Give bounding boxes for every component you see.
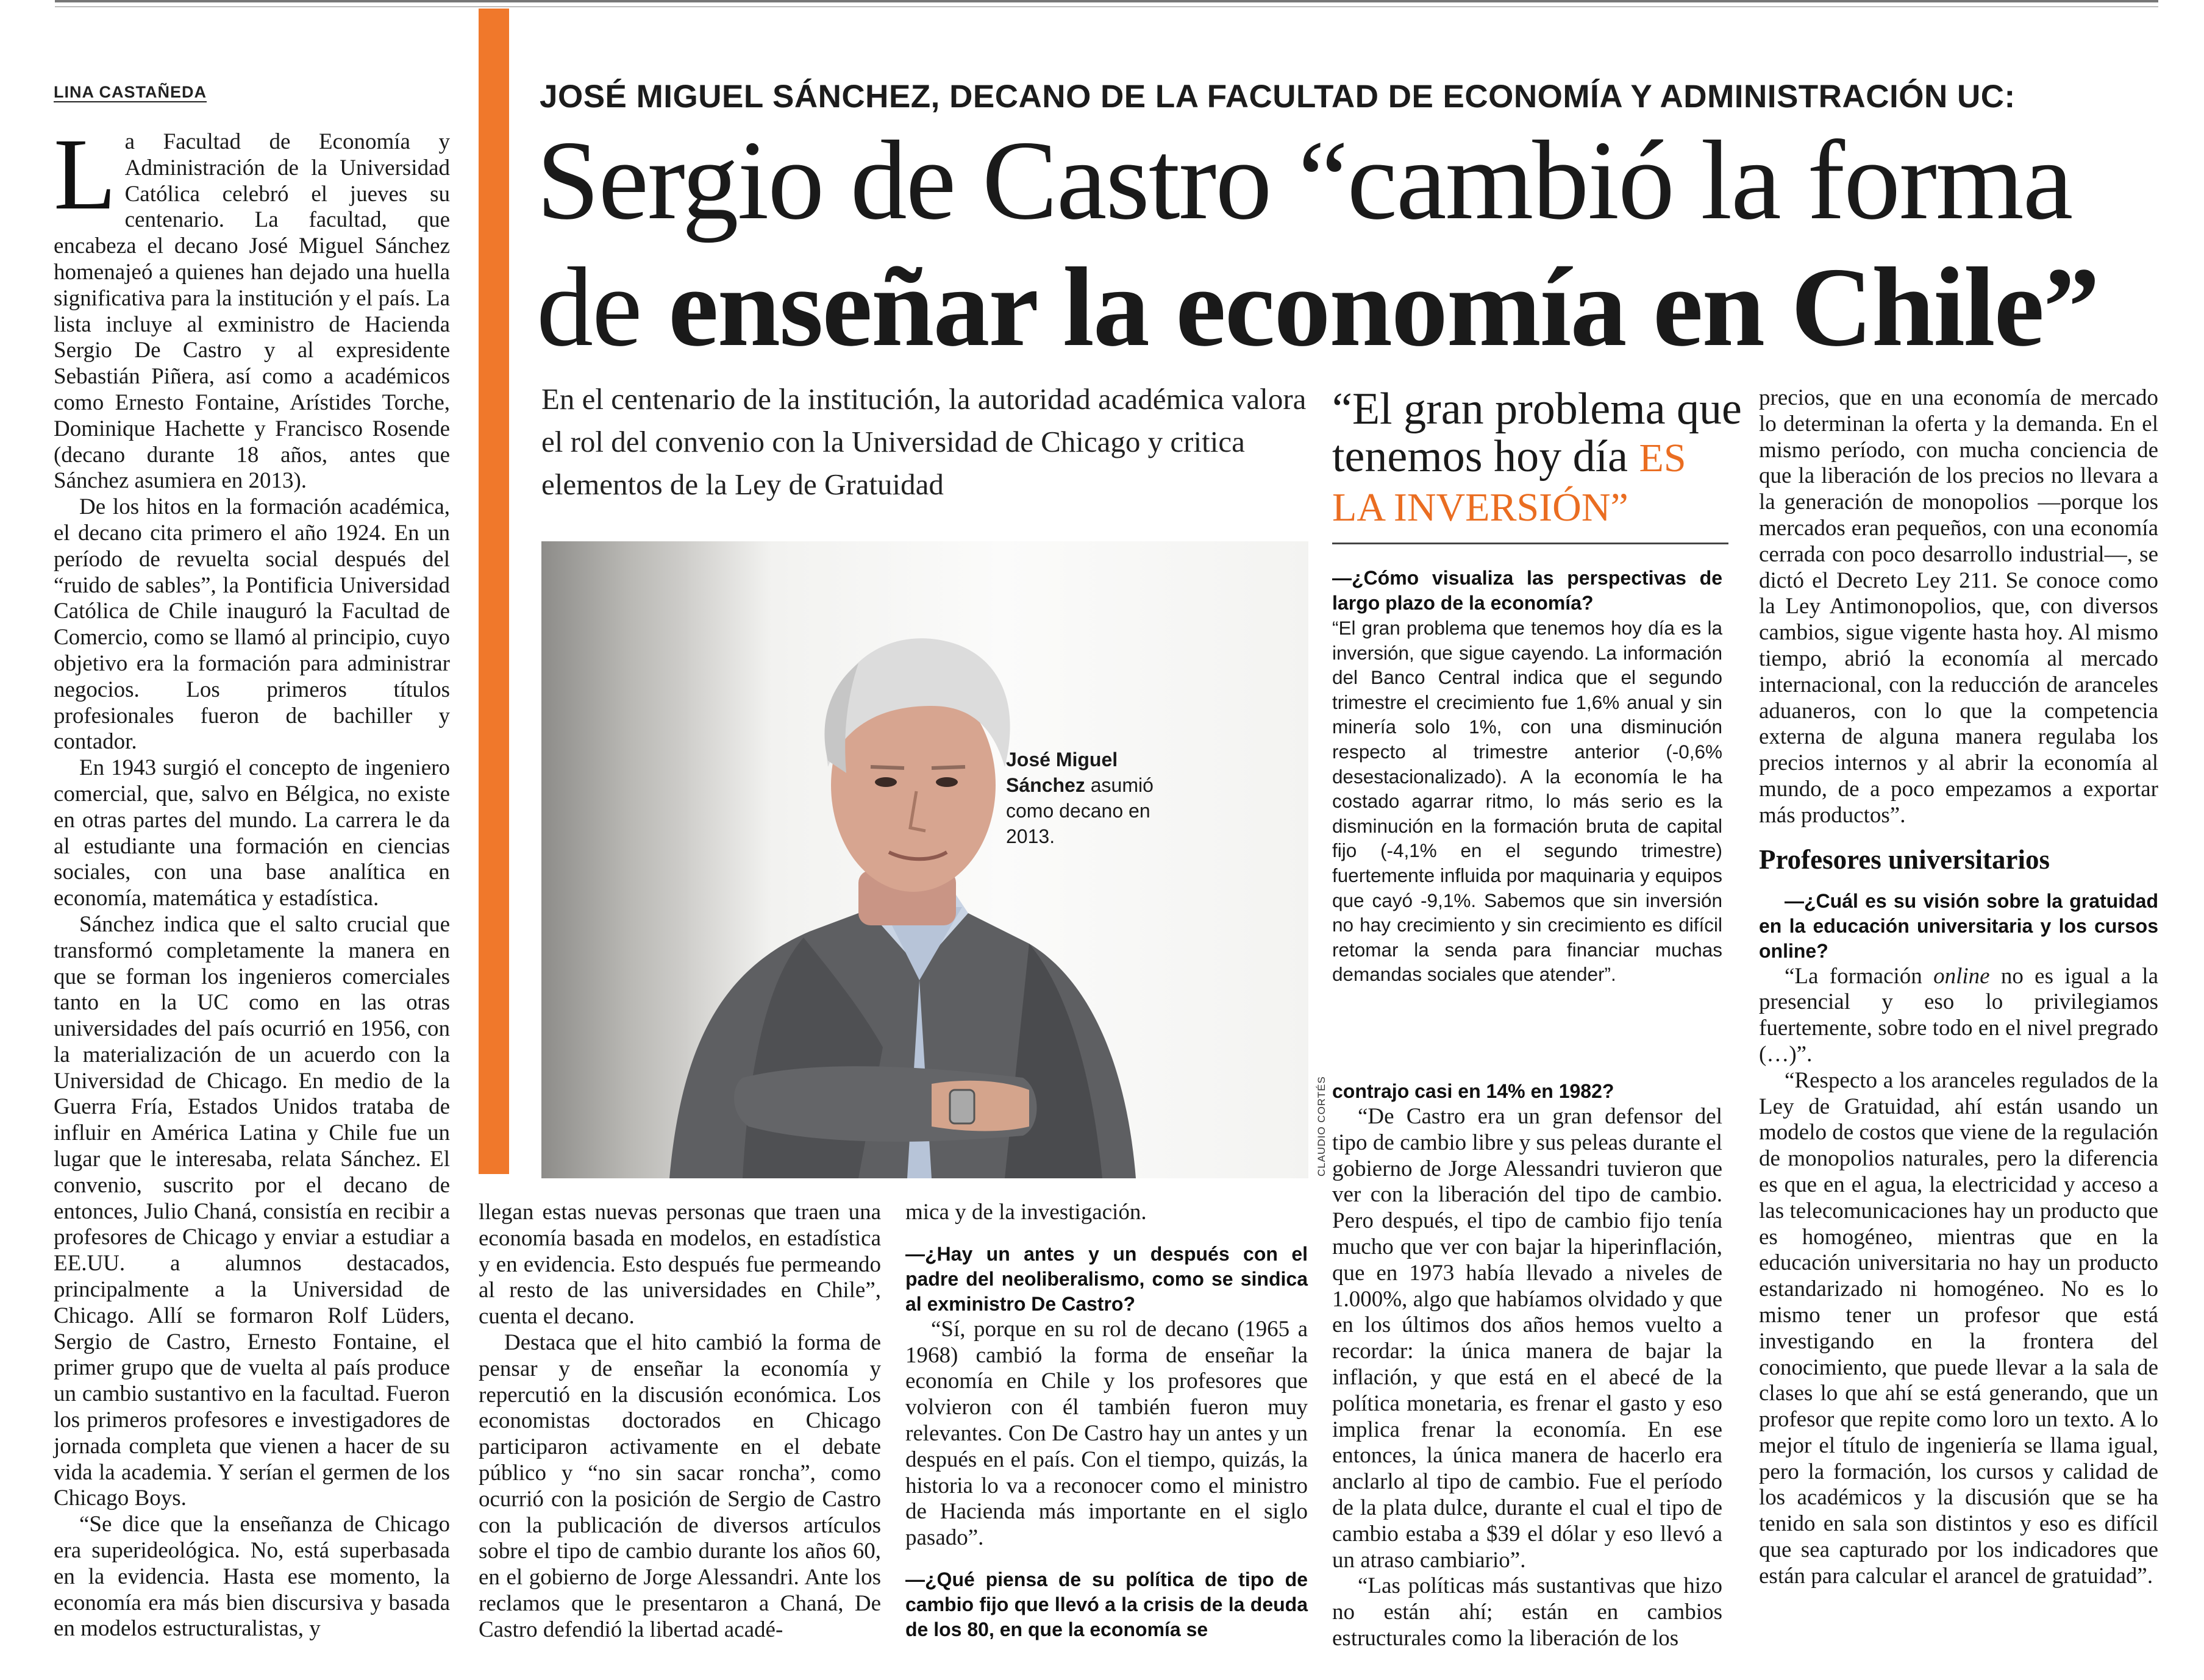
byline: LINA CASTAÑEDA bbox=[54, 83, 207, 101]
question-economy-outlook: —¿Cómo visualiza las perspectivas de largo plazo de la economía? bbox=[1332, 567, 1722, 614]
headline-line-2-bold: enseñar la economía en Chile” bbox=[668, 244, 2099, 370]
photo-caption-text: asumió como decano en 2013. bbox=[1006, 774, 1154, 847]
section-subhead: Profesores universitarios bbox=[1759, 844, 2050, 875]
column-3-paragraph-2: “Sí, porque en su rol de decano (1965 a 1968) cambió la forma de enseñar la economía en Chile y los profesores que volvieron con él también fueron muy relevantes. Con De Castro hay un antes y un después en el país. Con el tiempo, quizás, la historia lo va a reconocer como el ministro de Hacienda más importante en el siglo pasado”. bbox=[905, 1316, 1308, 1551]
column-1-paragraph-2: De los hitos en la formación académica, el decano cita primero el año 1924. En un período de revuelta social después del “ruido de sables”, la Pontificia Universidad Católica de Chile inauguró la Facultad de Comercio, como se llamó al principio, cuyo objetivo era la formación para administrar negocios. Los primeros títulos profesionales fueron de bachiller y contador. bbox=[54, 494, 450, 755]
column-1-paragraph-3: En 1943 surgió el concepto de ingeniero comercial, que, salvo en Bélgica, no existe en otras partes del mundo. La carrera le da al estudiante una formación en ciencias sociales, con una base analítica en economía, matemática y estadística. bbox=[54, 755, 450, 911]
column-3-paragraph-1: mica y de la investigación. bbox=[905, 1200, 1147, 1225]
answer-regulated-fees: “Respecto a los aranceles regulados de la Ley de Gratuidad, ahí están usando un modelo de costos que viene de la regulación de monopolios naturales, pero la diferencia es que en el agua, la electricidad y acceso a las telecomunicaciones hay un producto que es homogéneo, mientras que en la educación universitaria no hay un producto estandarizado ni homogéneo. No es lo mismo tener un profesor que está investigando en la frontera del conocimiento, que puede llevar a la sala de clases lo que ahí se está generando, que un profesor que repite como loro un texto. A lo mejor el título de ingeniería se llama igual, pero la formación, los cursos y calidad de los académicos y la discusión que se ha tenido en sala son distintos y eso es difícil que sea capturado por los indicadores que están para calcular el arancel de gratuidad”. bbox=[1759, 1067, 2158, 1589]
page-top-rule-thin bbox=[55, 6, 2158, 7]
column-2-paragraph-2: Destaca que el hito cambió la forma de pensar y de enseñar la economía y repercutió en la discusión económica. Los economistas doctorados en Chicago participaron activamente en el debate público y “no sin sacar roncha”, como ocurrió con la posición de Sergio de Castro con la publicación de diversos artículos sobre el tipo de cambio durante los años 60, en el gobierno de Jorge Alessandri. Ante los reclamos que le presentaron a Chaná, De Castro defendió la libertad acadé- bbox=[479, 1329, 881, 1642]
article-column-4 bbox=[1332, 1079, 1722, 1652]
answer-economy-outlook: “El gran problema que tenemos hoy día es la inversión, que sigue cayendo. La información del Banco Central indica que el segundo trimestre el crecimiento fue 1,6% anual y sin minería solo 1%, con una disminución respecto al trimestre anterior (-0,6% desestacionalizado). A la economía le ha costado agarrar ritmo, lo más serio es la disminución en la formación bruta de capital fijo (-4,1% en el segundo trimestre) fuertemente influida por maquinaria y equipos que cayó -9,1%. Sabemos que sin inversión no hay crecimiento y sin crecimiento es difícil retomar la senda para financiar muchas demandas sociales que atender”. bbox=[1332, 617, 1722, 986]
column-1-paragraph-1 bbox=[54, 118, 450, 494]
pull-quote-highlight: ES LA INVERSIÓN” bbox=[1332, 436, 1686, 530]
article-column-2 bbox=[479, 1200, 881, 1643]
column-1-paragraph-4: Sánchez indica que el salto crucial que transformó completamente la manera en que se forman los ingenieros comerciales tanto en la UC como en las otras universidades del país ocurrió en 1956, con la materialización de un acuerdo con la Universidad de Chicago. En medio de la Guerra Fría, Estados Unidos trataba de influir en América Latina y Chile fue un lugar que le interesaba, relata Sánchez. El convenio, suscrito por el decano de entonces, Julio Chaná, consistía en recibir a profesores de Chicago y enviar a estudiar a EE.UU. a alumnos destacados, principalmente a la Universidad de Chicago. Allí se formaron Rolf Lüders, Sergio de Castro, Ernesto Fontaine, el primer grupo que de vuelta al país produce un cambio sustantivo en la facultad. Fueron los primeros profesores e investigadores de jornada completa que vienen a hacer de su vida la academia. Y serían el germen de los Chicago Boys. bbox=[54, 911, 450, 1511]
article-column-5 bbox=[1759, 385, 2158, 1590]
pull-quote-text: “El gran problema que tenemos hoy día bbox=[1332, 384, 1742, 482]
column-1-paragraph-5: “Se dice que la enseñanza de Chicago era superideológica. No, está superbasada en la evidencia. Hasta ese momento, la economía era más bien discursiva y basada en modelos estructuralistas, y bbox=[54, 1512, 450, 1642]
accent-bar bbox=[479, 9, 509, 1174]
headline-line-2-light: de bbox=[537, 244, 669, 370]
photo-caption-name: José Miguel Sánchez bbox=[1006, 749, 1118, 796]
headline-line-2 bbox=[537, 244, 2152, 371]
question-exchange-rate: —¿Qué piensa de su política de tipo de cambio fijo que llevó a la crisis de la deuda de los 80, en que la economía se bbox=[905, 1568, 1308, 1640]
article-column-3 bbox=[905, 1200, 1308, 1642]
question-gratuity: —¿Cuál es su visión sobre la gratuidad en la educación universitaria y los cursos online? bbox=[1759, 889, 2158, 962]
question-before-after: —¿Hay un antes y un después con el padre del neoliberalismo, como se sindica al exministro De Castro? bbox=[905, 1242, 1308, 1315]
article-column-1 bbox=[54, 118, 450, 1642]
kicker: JOSÉ MIGUEL SÁNCHEZ, DECANO DE LA FACULTAD DE ECONOMÍA Y ADMINISTRACIÓN UC: bbox=[540, 79, 2016, 115]
interview-block-upper bbox=[1332, 566, 1722, 987]
headline bbox=[537, 117, 2152, 371]
pull-quote bbox=[1332, 385, 1747, 532]
deck: En el centenario de la institución, la autoridad académica valora el rol del convenio con la Universidad de Chicago y critica elementos de la Ley de Gratuidad bbox=[541, 382, 1307, 501]
question-exchange-rate-continued: contrajo casi en 14% en 1982? bbox=[1332, 1080, 1614, 1102]
page-top-rule bbox=[55, 0, 2158, 2]
answer-online-courses bbox=[1759, 964, 2158, 1068]
answer-online-emphasis: online bbox=[1933, 963, 1990, 989]
column-4-paragraph-2: “Las políticas más sustantivas que hizo no están ahí; están en cambios estructurales como la liberación de los bbox=[1332, 1573, 1722, 1651]
portrait-illustration bbox=[541, 541, 1308, 1178]
pull-quote-rule bbox=[1332, 543, 1728, 544]
column-2-paragraph-1: llegan estas nuevas personas que traen una economía basada en modelos, en estadística y en evidencia. Esto después fue permeando al resto de las universidades en Chile”, cuenta el decano. bbox=[479, 1200, 881, 1329]
drop-cap: L bbox=[54, 118, 116, 231]
answer-online-post: no es igual a la presencial y eso lo privilegiamos fuertemente, sobre todo en el nivel pregrado (…)”. bbox=[1759, 963, 2158, 1067]
column-4-paragraph-1: “De Castro era un gran defensor del tipo de cambio libre y sus peleas durante el gobierno de Jorge Alessandri tuvieron que ver con la liberación del tipo de cambio. Pero después, el tipo de cambio fijo tenía mucho que ver con bajar la hiperinflación, que en 1973 había llevado a niveles de 1.000%, algo que habíamos olvidado y que en los últimos dos años hemos vuelto a recordar: la única manera de bajar la inflación, y que está en el abecé de la política monetaria, es frenar el gasto y eso implica frenar la economía. En ese entonces, la única manera de hacerlo era anclarlo al tipo de cambio. Fue el período de la plata dulce, durante el cual el tipo de cambio estaba a $39 el dólar y eso llevó a un atraso cambiario”. bbox=[1332, 1104, 1722, 1573]
column-1-paragraph-1-text: a Facultad de Economía y Administración de la Universidad Católica celebró el jueves su centenario. La facultad, que encabeza el decano José Miguel Sánchez homenajeó a quienes han dejado una huella significativa para la institución y el país. La lista incluye al exministro de Hacienda Sergio De Castro y al expresidente Sebastián Piñera, así como a académicos como Ernesto Fontaine, Arístides Torche, Dominique Hachette y Francisco Rosende (decano durante 18 años, antes que Sánchez asumiera en 2013). bbox=[54, 129, 450, 494]
answer-online-pre: “La formación bbox=[1785, 963, 1934, 989]
photo-credit: CLAUDIO CORTÉS bbox=[1316, 1076, 1327, 1176]
column-5-paragraph-1: precios, que en una economía de mercado lo determinan la oferta y la demanda. En el mismo período, con mucha conciencia de que la liberación de los precios no llevara a la generación de monopolios —porque los mercados eran pequeños, con una economía cerrada con poco desarrollo industrial—, se dictó el Decreto Ley 211. Se conoce como la Ley Antimonopolios, que, con diversos cambios, sigue vigente hasta hoy. Al mismo tiempo, abrió la economía al mercado internacional, con la reducción de aranceles aduaneros, con lo que la competencia externa de alguna manera regulaba los precios internos y al abrir la economía al mundo, de a poco empezamos a exportar más productos”. bbox=[1759, 385, 2158, 828]
headline-line-1: Sergio de Castro “cambió la forma bbox=[537, 118, 2072, 243]
portrait-photo bbox=[541, 541, 1308, 1178]
photo-caption bbox=[1006, 747, 1201, 849]
